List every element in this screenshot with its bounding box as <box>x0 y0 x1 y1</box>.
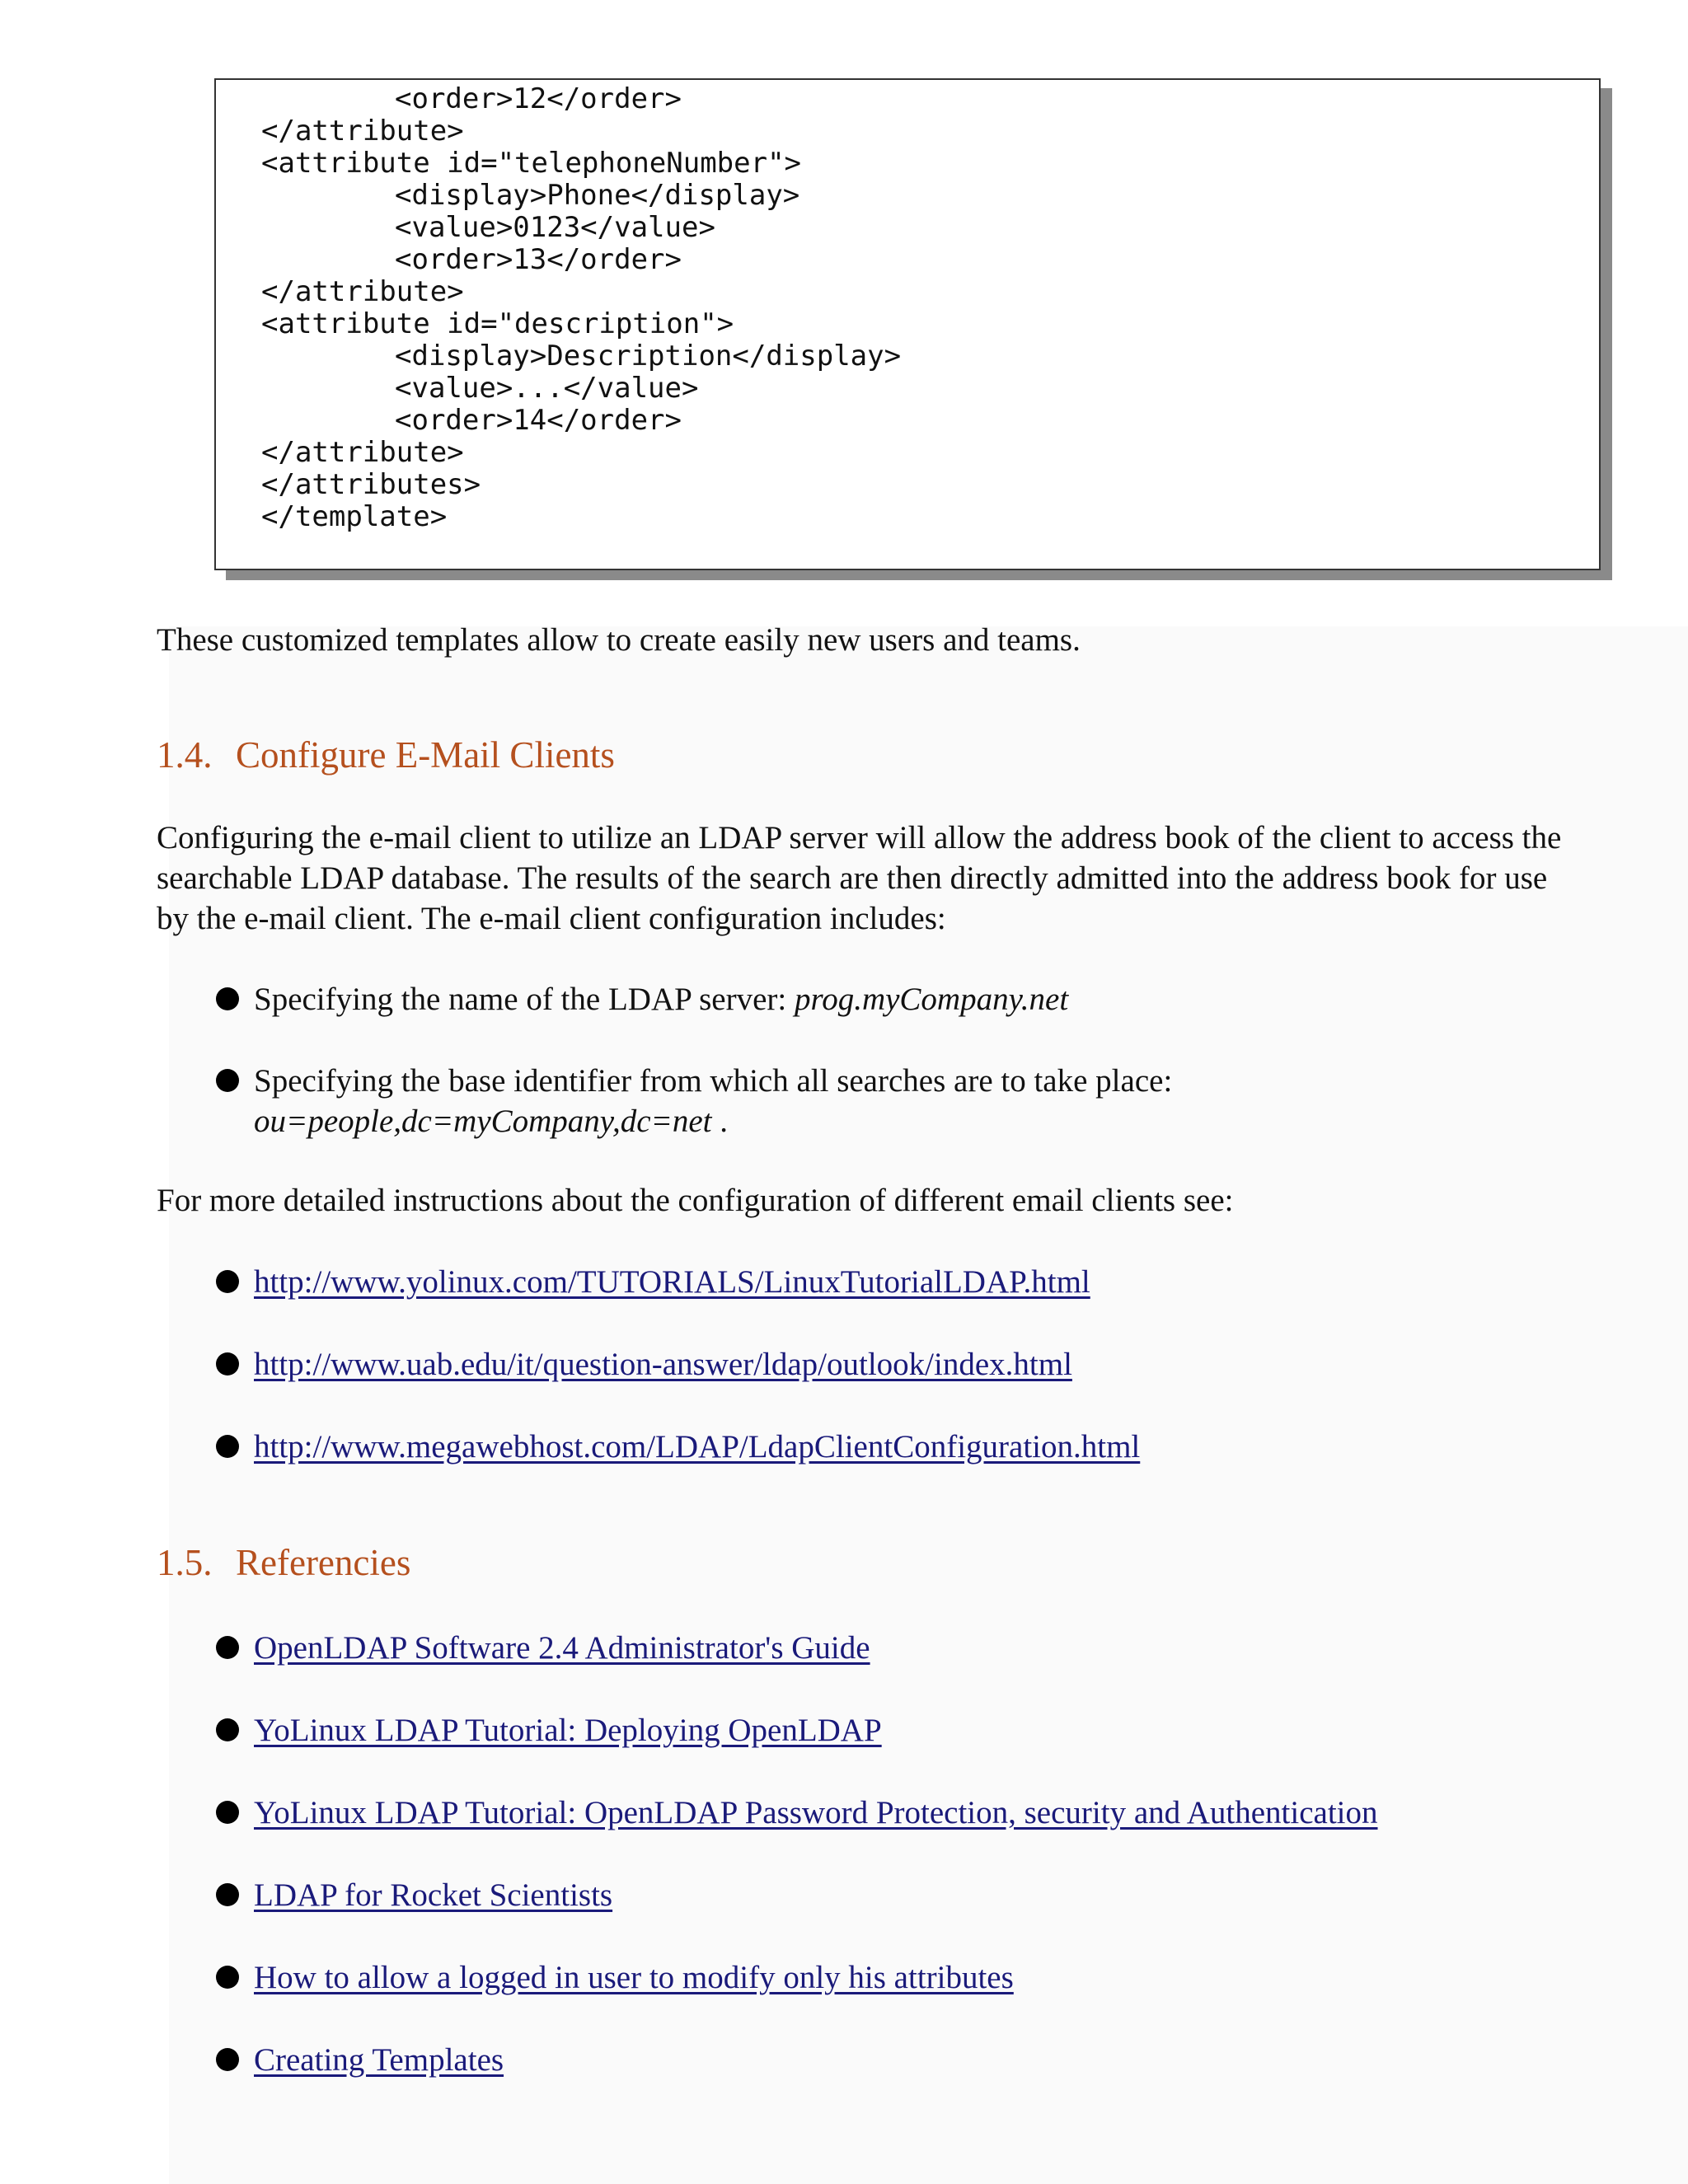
section-title: Configure E-Mail Clients <box>236 734 615 776</box>
section-heading-references <box>157 1540 410 1586</box>
link-yolinux-tutorial[interactable]: http://www.yolinux.com/TUTORIALS/LinuxTutorialLDAP.html <box>254 1264 1090 1300</box>
bullet-icon <box>216 1636 239 1659</box>
bullet-icon <box>216 2048 239 2071</box>
code-line: </attribute> <box>261 436 464 469</box>
list-item <box>254 1875 612 1915</box>
section-title: Referencies <box>236 1542 411 1583</box>
link-uab-outlook[interactable]: http://www.uab.edu/it/question-answer/ldap/outlook/index.html <box>254 1347 1072 1382</box>
code-line: <value>0123</value> <box>395 211 715 244</box>
code-line: <order>13</order> <box>395 243 682 276</box>
intro-paragraph: These customized templates allow to create easily new users and teams. <box>157 622 1081 658</box>
list-item <box>254 1793 1378 1833</box>
link-creating-templates[interactable]: Creating Templates <box>254 2042 504 2078</box>
paragraph-line: by the e-mail client. The e-mail client configuration includes: <box>157 901 946 936</box>
link-rocket-scientists[interactable]: LDAP for Rocket Scientists <box>254 1877 613 1913</box>
more-info-paragraph: For more detailed instructions about the configuration of different email clients see: <box>157 1183 1234 1218</box>
code-line: </template> <box>261 500 448 533</box>
code-line: </attribute> <box>261 275 464 308</box>
code-line: <order>12</order> <box>395 82 682 115</box>
code-line: <display>Phone</display> <box>395 179 800 212</box>
ldap-server-name: prog.myCompany.net <box>794 982 1069 1017</box>
code-line: <order>14</order> <box>395 404 682 437</box>
list-item <box>254 1061 1172 1141</box>
code-line: <attribute id="description"> <box>261 307 734 340</box>
section-heading-email <box>157 732 615 778</box>
code-block <box>214 78 1601 570</box>
bullet-icon <box>216 1966 239 1989</box>
list-item <box>254 1427 1140 1467</box>
list-item <box>254 1628 870 1668</box>
code-line: </attributes> <box>261 468 481 501</box>
code-line: <value>...</value> <box>395 372 699 405</box>
link-openldap-guide[interactable]: OpenLDAP Software 2.4 Administrator's Guide <box>254 1630 870 1666</box>
bullet-icon <box>216 1270 239 1293</box>
list-item <box>254 1957 1014 1998</box>
bullet-icon <box>216 1352 239 1376</box>
list-item-label: Specifying the base identifier from which all searches are to take place: <box>254 1063 1173 1099</box>
list-item <box>254 979 1068 1019</box>
bullet-icon <box>216 1801 239 1824</box>
code-line: <attribute id="telephoneNumber"> <box>261 147 802 180</box>
base-identifier: ou=people,dc=myCompany,dc=net <box>254 1104 712 1139</box>
bullet-icon <box>216 987 239 1010</box>
link-yolinux-password[interactable]: YoLinux LDAP Tutorial: OpenLDAP Password Protection, security and Authentication <box>254 1795 1378 1830</box>
link-megawebhost[interactable]: http://www.megawebhost.com/LDAP/LdapClientConfiguration.html <box>254 1429 1141 1465</box>
list-item <box>254 1344 1072 1385</box>
paragraph-line: searchable LDAP database. The results of the search are then directly admitted into the address book for use <box>157 860 1548 896</box>
bullet-icon <box>216 1883 239 1906</box>
bullet-icon <box>216 1718 239 1741</box>
code-line: </attribute> <box>261 115 464 148</box>
code-line: <display>Description</display> <box>395 340 902 373</box>
link-modify-attributes[interactable]: How to allow a logged in user to modify only his attributes <box>254 1960 1014 1995</box>
email-paragraph <box>157 818 1640 939</box>
link-yolinux-deploying[interactable]: YoLinux LDAP Tutorial: Deploying OpenLDAP <box>254 1713 882 1748</box>
paragraph-line: Configuring the e-mail client to utilize an LDAP server will allow the address book of the client to access the <box>157 820 1562 855</box>
section-number: 1.5. <box>157 1542 213 1583</box>
list-item <box>254 1262 1090 1302</box>
bullet-icon <box>216 1435 239 1458</box>
list-item-label: Specifying the name of the LDAP server: <box>254 982 795 1017</box>
list-item <box>254 2040 504 2080</box>
section-number: 1.4. <box>157 734 213 776</box>
list-item <box>254 1710 882 1750</box>
bullet-icon <box>216 1069 239 1092</box>
list-item-suffix: . <box>711 1104 728 1139</box>
